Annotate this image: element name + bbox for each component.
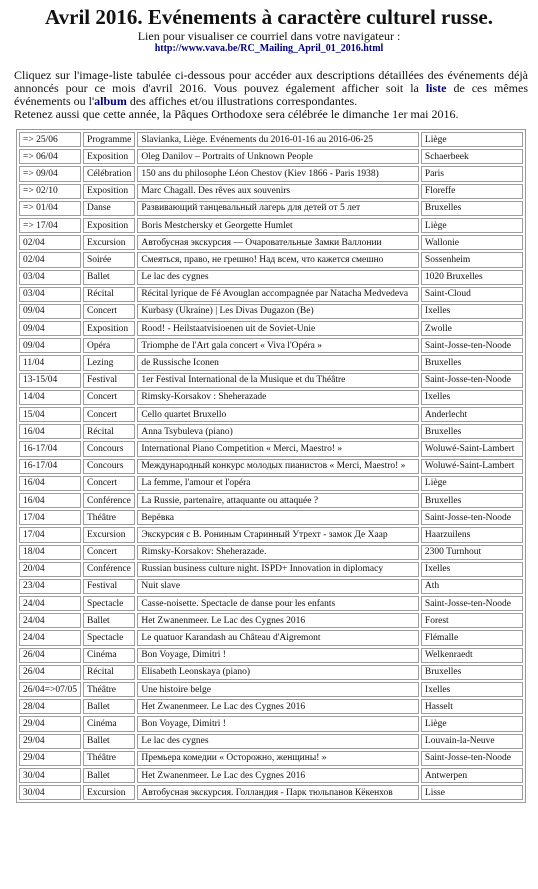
events-table[interactable] xyxy=(17,130,525,802)
event-date-cell[interactable]: 30/04 xyxy=(19,785,81,800)
event-title-cell[interactable]: Oleg Danilov – Portraits of Unknown People xyxy=(137,149,419,164)
event-date-cell[interactable]: 29/04 xyxy=(19,716,81,731)
table-row[interactable] xyxy=(19,527,523,542)
event-title-cell[interactable]: Премьера комедии « Осторожно, женщины! » xyxy=(137,751,419,766)
table-row[interactable] xyxy=(19,648,523,663)
event-type-cell[interactable]: Conférence xyxy=(83,562,135,577)
event-title-cell[interactable]: Rood! - Heilstaatvisioenen uit de Soviet-Unie xyxy=(137,321,419,336)
table-row[interactable] xyxy=(19,699,523,714)
table-row[interactable] xyxy=(19,493,523,508)
table-row[interactable] xyxy=(19,734,523,749)
event-date-cell[interactable]: 09/04 xyxy=(19,321,81,336)
table-row[interactable] xyxy=(19,579,523,594)
event-title-cell[interactable]: Une histoire belge xyxy=(137,682,419,697)
event-place-cell[interactable]: Ixelles xyxy=(421,562,523,577)
event-date-cell[interactable]: 16-17/04 xyxy=(19,441,81,456)
event-type-cell[interactable]: Concert xyxy=(83,476,135,491)
event-type-cell[interactable]: Lezing xyxy=(83,355,135,370)
event-place-cell[interactable]: Floreffe xyxy=(421,184,523,199)
event-title-cell[interactable]: Russian business culture night. ISPD+ Innovation in diplomacy xyxy=(137,562,419,577)
event-type-cell[interactable]: Ballet xyxy=(83,270,135,285)
event-date-cell[interactable]: 18/04 xyxy=(19,545,81,560)
table-row[interactable] xyxy=(19,355,523,370)
event-title-cell[interactable]: International Piano Competition « Merci, Maestro! » xyxy=(137,441,419,456)
table-row[interactable] xyxy=(19,149,523,164)
event-title-cell[interactable]: 150 ans du philosophe Léon Chestov (Kiev 1866 - Paris 1938) xyxy=(137,166,419,181)
event-place-cell[interactable]: Liège xyxy=(421,476,523,491)
event-title-cell[interactable]: de Russische Iconen xyxy=(137,355,419,370)
table-row[interactable] xyxy=(19,630,523,645)
event-title-cell[interactable]: Автобусная экскурсия. Голландия - Парк тюльпанов Кёкенхов xyxy=(137,785,419,800)
event-title-cell[interactable]: Het Zwanenmeer. Le Lac des Cygnes 2016 xyxy=(137,613,419,628)
event-type-cell[interactable]: Théâtre xyxy=(83,510,135,525)
event-type-cell[interactable]: Programme xyxy=(83,132,135,147)
event-title-cell[interactable]: Elisabeth Leonskaya (piano) xyxy=(137,665,419,680)
event-date-cell[interactable]: 02/04 xyxy=(19,235,81,250)
event-date-cell[interactable]: 17/04 xyxy=(19,510,81,525)
event-place-cell[interactable]: Woluwé-Saint-Lambert xyxy=(421,441,523,456)
event-title-cell[interactable]: Bon Voyage, Dimitri ! xyxy=(137,648,419,663)
event-title-cell[interactable]: Cello quartet Bruxello xyxy=(137,407,419,422)
event-title-cell[interactable]: Kurbasy (Ukraine) | Les Divas Dugazon (Be) xyxy=(137,304,419,319)
table-row[interactable] xyxy=(19,682,523,697)
event-date-cell[interactable]: 24/04 xyxy=(19,596,81,611)
event-date-cell[interactable]: 11/04 xyxy=(19,355,81,370)
intro-paragraph xyxy=(0,69,538,121)
event-place-cell[interactable]: Lisse xyxy=(421,785,523,800)
event-date-cell[interactable]: => 02/10 xyxy=(19,184,81,199)
event-title-cell[interactable]: Het Zwanenmeer. Le Lac des Cygnes 2016 xyxy=(137,699,419,714)
intro-easter-note: Retenez aussi que cette année, la Pâques Orthodoxe sera célébrée le dimanche 1er mai 2016. xyxy=(14,107,459,121)
event-place-cell[interactable]: Forest xyxy=(421,613,523,628)
table-row[interactable] xyxy=(19,338,523,353)
event-type-cell[interactable]: Spectacle xyxy=(83,630,135,645)
event-place-cell[interactable]: Haarzuilens xyxy=(421,527,523,542)
event-place-cell[interactable]: 1020 Bruxelles xyxy=(421,270,523,285)
table-row[interactable] xyxy=(19,201,523,216)
event-type-cell[interactable]: Exposition xyxy=(83,184,135,199)
page-subtitle: Lien pour visualiser ce courriel dans votre navigateur : xyxy=(137,29,401,43)
event-title-cell[interactable]: Récital lyrique de Fé Avouglan accompagnée par Natacha Medvedeva xyxy=(137,287,419,302)
event-title-cell[interactable]: Het Zwanenmeer. Le Lac des Cygnes 2016 xyxy=(137,768,419,783)
intro-text-3: des affiches et/ou illustrations correspondantes. xyxy=(126,94,358,108)
table-row[interactable] xyxy=(19,270,523,285)
event-type-cell[interactable]: Exposition xyxy=(83,321,135,336)
event-place-cell[interactable]: Paris xyxy=(421,166,523,181)
event-type-cell[interactable]: Opéra xyxy=(83,338,135,353)
event-date-cell[interactable]: => 25/06 xyxy=(19,132,81,147)
table-row[interactable] xyxy=(19,424,523,439)
event-place-cell[interactable]: Flémalle xyxy=(421,630,523,645)
table-row[interactable] xyxy=(19,751,523,766)
table-row[interactable] xyxy=(19,373,523,388)
list-link[interactable]: liste xyxy=(425,81,447,95)
event-place-cell[interactable]: Saint-Josse-ten-Noode xyxy=(421,596,523,611)
table-row[interactable] xyxy=(19,716,523,731)
table-row[interactable] xyxy=(19,545,523,560)
event-place-cell[interactable]: Bruxelles xyxy=(421,424,523,439)
event-date-cell[interactable]: 23/04 xyxy=(19,579,81,594)
event-type-cell[interactable]: Récital xyxy=(83,424,135,439)
event-type-cell[interactable]: Spectacle xyxy=(83,596,135,611)
event-date-cell[interactable]: => 06/04 xyxy=(19,149,81,164)
event-date-cell[interactable]: => 17/04 xyxy=(19,218,81,233)
table-row[interactable] xyxy=(19,235,523,250)
event-title-cell[interactable]: Экскурсия с В. Рониным Старинный Утрехт - замок Де Хаар xyxy=(137,527,419,542)
table-row[interactable] xyxy=(19,613,523,628)
event-type-cell[interactable]: Festival xyxy=(83,579,135,594)
event-title-cell[interactable]: Международный конкурс молодых пианистов « Merci, Maestro! » xyxy=(137,459,419,474)
event-type-cell[interactable]: Récital xyxy=(83,287,135,302)
page-title: Avril 2016. Evénements à caractère culturel russe. xyxy=(45,5,493,29)
event-date-cell[interactable]: 26/04 xyxy=(19,665,81,680)
event-place-cell[interactable]: Bruxelles xyxy=(421,355,523,370)
event-title-cell[interactable]: 1er Festival International de la Musique et du Théâtre xyxy=(137,373,419,388)
table-row[interactable] xyxy=(19,785,523,800)
event-date-cell[interactable]: 16/04 xyxy=(19,476,81,491)
event-place-cell[interactable]: Ixelles xyxy=(421,304,523,319)
event-place-cell[interactable]: Saint-Josse-ten-Noode xyxy=(421,373,523,388)
event-type-cell[interactable]: Récital xyxy=(83,665,135,680)
event-title-cell[interactable]: Развивающий танцевальный лагерь для детей от 5 лет xyxy=(137,201,419,216)
event-place-cell[interactable]: Liège xyxy=(421,716,523,731)
event-place-cell[interactable]: Anderlecht xyxy=(421,407,523,422)
table-row[interactable] xyxy=(19,768,523,783)
table-row[interactable] xyxy=(19,166,523,181)
album-link[interactable]: album xyxy=(94,94,127,108)
event-date-cell[interactable]: 20/04 xyxy=(19,562,81,577)
event-place-cell[interactable]: Saint-Cloud xyxy=(421,287,523,302)
event-date-cell[interactable]: 26/04=>07/05 xyxy=(19,682,81,697)
event-title-cell[interactable]: La femme, l'amour et l'opéra xyxy=(137,476,419,491)
event-type-cell[interactable]: Excursion xyxy=(83,235,135,250)
event-title-cell[interactable]: Rimsky-Korsakov: Sheherazade. xyxy=(137,545,419,560)
table-row[interactable] xyxy=(19,441,523,456)
event-type-cell[interactable]: Théâtre xyxy=(83,751,135,766)
event-title-cell[interactable]: Bon Voyage, Dimitri ! xyxy=(137,716,419,731)
event-type-cell[interactable]: Concert xyxy=(83,407,135,422)
event-place-cell[interactable]: Liège xyxy=(421,218,523,233)
event-place-cell[interactable]: Zwolle xyxy=(421,321,523,336)
event-place-cell[interactable]: Ath xyxy=(421,579,523,594)
browser-link[interactable]: http://www.vava.be/RC_Mailing_April_01_2016.html xyxy=(154,43,384,54)
event-place-cell[interactable]: Sossenheim xyxy=(421,252,523,267)
event-title-cell[interactable]: Anna Tsybuleva (piano) xyxy=(137,424,419,439)
event-type-cell[interactable]: Danse xyxy=(83,201,135,216)
event-title-cell[interactable]: Slavianka, Liège. Evénements du 2016-01-16 au 2016-06-25 xyxy=(137,132,419,147)
event-title-cell[interactable]: Le quatuor Karandash au Château d'Aigremont xyxy=(137,630,419,645)
event-place-cell[interactable]: Ixelles xyxy=(421,682,523,697)
event-place-cell[interactable]: Saint-Josse-ten-Noode xyxy=(421,338,523,353)
event-title-cell[interactable]: Автобусная экскурсия — Очаровательные Замки Валлонии xyxy=(137,235,419,250)
event-place-cell[interactable]: Bruxelles xyxy=(421,665,523,680)
event-type-cell[interactable]: Ballet xyxy=(83,699,135,714)
event-title-cell[interactable]: Nuit slave xyxy=(137,579,419,594)
event-type-cell[interactable]: Soirée xyxy=(83,252,135,267)
event-date-cell[interactable]: 17/04 xyxy=(19,527,81,542)
event-type-cell[interactable]: Exposition xyxy=(83,218,135,233)
table-row[interactable] xyxy=(19,304,523,319)
table-row[interactable] xyxy=(19,321,523,336)
event-date-cell[interactable]: => 09/04 xyxy=(19,166,81,181)
table-row[interactable] xyxy=(19,132,523,147)
event-type-cell[interactable]: Concert xyxy=(83,304,135,319)
event-title-cell[interactable]: Смеяться, право, не грешно! Над всем, что кажется смешно xyxy=(137,252,419,267)
event-place-cell[interactable]: Liège xyxy=(421,132,523,147)
table-row[interactable] xyxy=(19,184,523,199)
event-place-cell[interactable]: Wallonie xyxy=(421,235,523,250)
event-date-cell[interactable]: 16-17/04 xyxy=(19,459,81,474)
event-date-cell[interactable]: 02/04 xyxy=(19,252,81,267)
event-type-cell[interactable]: Célébration xyxy=(83,166,135,181)
table-row[interactable] xyxy=(19,476,523,491)
table-row[interactable] xyxy=(19,562,523,577)
table-row[interactable] xyxy=(19,596,523,611)
event-title-cell[interactable]: La Russie, partenaire, attaquante ou attaquée ? xyxy=(137,493,419,508)
event-type-cell[interactable]: Excursion xyxy=(83,785,135,800)
event-type-cell[interactable]: Ballet xyxy=(83,768,135,783)
event-type-cell[interactable]: Festival xyxy=(83,373,135,388)
event-place-cell[interactable]: Antwerpen xyxy=(421,768,523,783)
event-place-cell[interactable]: Ixelles xyxy=(421,390,523,405)
event-date-cell[interactable]: 30/04 xyxy=(19,768,81,783)
event-date-cell[interactable]: => 01/04 xyxy=(19,201,81,216)
event-date-cell[interactable]: 03/04 xyxy=(19,287,81,302)
event-type-cell[interactable]: Ballet xyxy=(83,734,135,749)
event-date-cell[interactable]: 03/04 xyxy=(19,270,81,285)
event-place-cell[interactable]: Schaerbeek xyxy=(421,149,523,164)
event-place-cell[interactable]: Hasselt xyxy=(421,699,523,714)
event-date-cell[interactable]: 16/04 xyxy=(19,493,81,508)
event-title-cell[interactable]: Верёвка xyxy=(137,510,419,525)
table-row[interactable] xyxy=(19,287,523,302)
table-row[interactable] xyxy=(19,252,523,267)
event-date-cell[interactable]: 15/04 xyxy=(19,407,81,422)
events-table-frame[interactable] xyxy=(16,129,526,803)
event-type-cell[interactable]: Concert xyxy=(83,390,135,405)
event-place-cell[interactable]: Louvain-la-Neuve xyxy=(421,734,523,749)
event-type-cell[interactable]: Excursion xyxy=(83,527,135,542)
event-date-cell[interactable]: 24/04 xyxy=(19,613,81,628)
event-title-cell[interactable]: Marc Chagall. Des rêves aux souvenirs xyxy=(137,184,419,199)
table-row[interactable] xyxy=(19,510,523,525)
event-date-cell[interactable]: 09/04 xyxy=(19,304,81,319)
event-date-cell[interactable]: 16/04 xyxy=(19,424,81,439)
event-type-cell[interactable]: Cinéma xyxy=(83,716,135,731)
event-place-cell[interactable]: 2300 Turnhout xyxy=(421,545,523,560)
event-place-cell[interactable]: Saint-Josse-ten-Noode xyxy=(421,510,523,525)
event-type-cell[interactable]: Théâtre xyxy=(83,682,135,697)
intro-text-2: de ces mêmes événements ou l' xyxy=(14,81,528,108)
event-type-cell[interactable]: Conférence xyxy=(83,493,135,508)
event-date-cell[interactable]: 14/04 xyxy=(19,390,81,405)
event-place-cell[interactable]: Bruxelles xyxy=(421,201,523,216)
event-place-cell[interactable]: Woluwé-Saint-Lambert xyxy=(421,459,523,474)
event-date-cell[interactable]: 29/04 xyxy=(19,734,81,749)
event-title-cell[interactable]: Le lac des cygnes xyxy=(137,270,419,285)
event-type-cell[interactable]: Cinéma xyxy=(83,648,135,663)
table-row[interactable] xyxy=(19,218,523,233)
event-type-cell[interactable]: Concours xyxy=(83,441,135,456)
event-date-cell[interactable]: 24/04 xyxy=(19,630,81,645)
intro-text-1: Cliquez sur l'image-liste tabulée ci-dessous pour accéder aux descriptions détaillées des événements déjà annoncés pour ce mois d'avril 2016. Vous pouvez également afficher soit la xyxy=(14,68,528,95)
table-row[interactable] xyxy=(19,407,523,422)
event-date-cell[interactable]: 26/04 xyxy=(19,648,81,663)
event-place-cell[interactable]: Saint-Josse-ten-Noode xyxy=(421,751,523,766)
event-type-cell[interactable]: Concert xyxy=(83,545,135,560)
event-type-cell[interactable]: Ballet xyxy=(83,613,135,628)
event-title-cell[interactable]: Rimsky-Korsakov : Sheherazade xyxy=(137,390,419,405)
event-title-cell[interactable]: Boris Mestchersky et Georgette Humlet xyxy=(137,218,419,233)
event-place-cell[interactable]: Bruxelles xyxy=(421,493,523,508)
event-date-cell[interactable]: 09/04 xyxy=(19,338,81,353)
table-row[interactable] xyxy=(19,390,523,405)
event-date-cell[interactable]: 13-15/04 xyxy=(19,373,81,388)
event-title-cell[interactable]: Triomphe de l'Art gala concert « Viva l'Opéra » xyxy=(137,338,419,353)
event-title-cell[interactable]: Casse-noisette. Spectacle de danse pour les enfants xyxy=(137,596,419,611)
table-row[interactable] xyxy=(19,459,523,474)
table-row[interactable] xyxy=(19,665,523,680)
event-type-cell[interactable]: Exposition xyxy=(83,149,135,164)
event-type-cell[interactable]: Concours xyxy=(83,459,135,474)
event-place-cell[interactable]: Welkenraedt xyxy=(421,648,523,663)
event-title-cell[interactable]: Le lac des cygnes xyxy=(137,734,419,749)
event-date-cell[interactable]: 28/04 xyxy=(19,699,81,714)
event-date-cell[interactable]: 29/04 xyxy=(19,751,81,766)
